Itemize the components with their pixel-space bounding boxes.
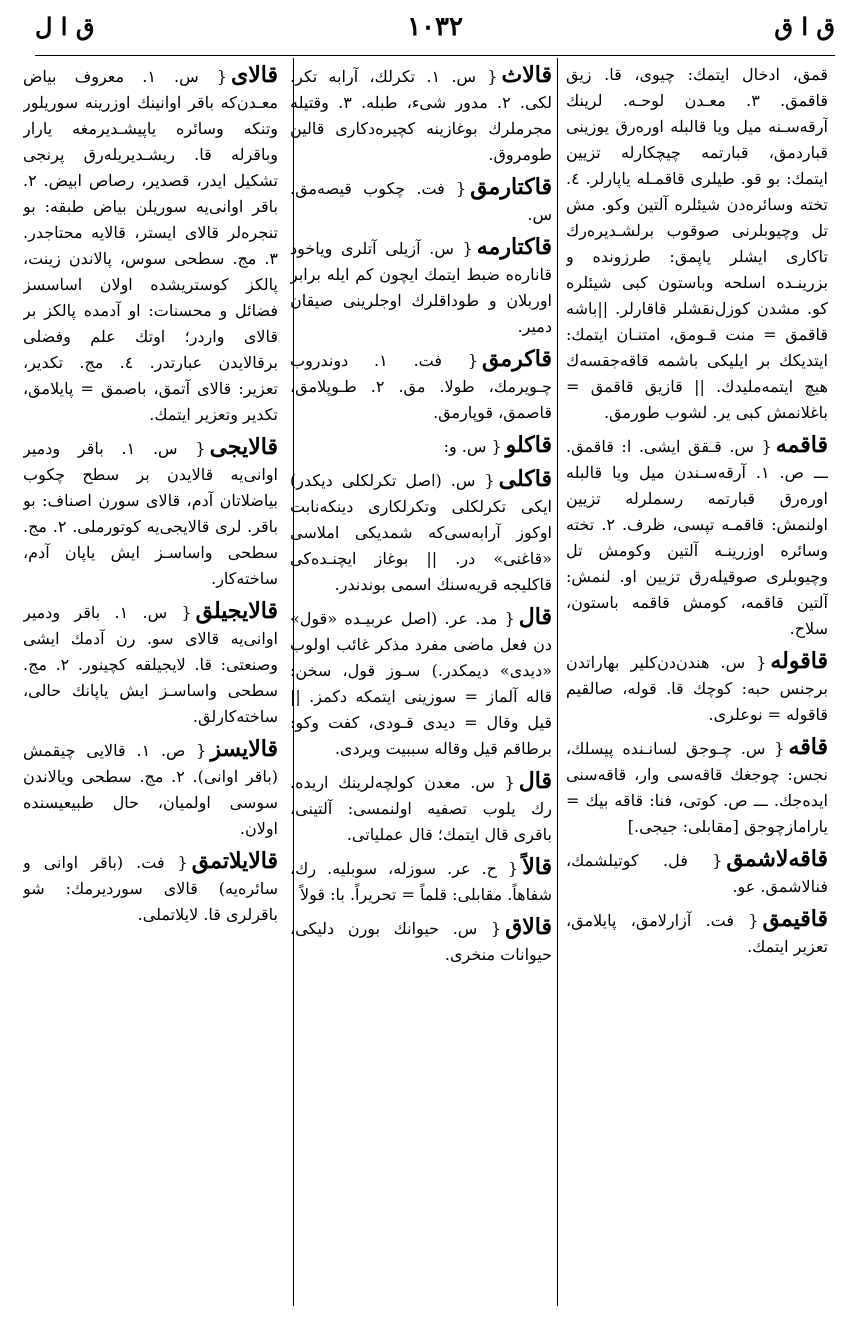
dictionary-entry xyxy=(23,62,278,428)
entry-headword: قال xyxy=(518,604,552,630)
dictionary-entry xyxy=(566,62,828,426)
entry-definition: { س. ١. تکرلك، آرابه تکر. لکی. ٢. مدور شیء، طبله. ٣. وقتیله مجرملرك بوغازینه کچیره‌دکاری قالین طومروق. xyxy=(290,67,552,164)
entry-headword: قالاً xyxy=(522,854,552,880)
entry-definition: { س. هندن‌دن‌کلیر بهاراتدن برجنس حبه: کوچك قا. قوله، صالقیم قاقوله = نوعلری. xyxy=(566,653,828,724)
entry-definition: { فل. کوتیلشمك، فنالاشمق. عو. xyxy=(566,851,828,896)
dictionary-entry xyxy=(23,434,278,592)
entry-definition: { فت. ١. دوندروب چـویرمك، طولا. مق. ٢. طـوپلامق، قاصمق، قوپارمق. xyxy=(290,351,552,422)
entry-headword: قاقه‌لاشمق xyxy=(726,846,828,872)
dictionary-entry xyxy=(290,432,552,460)
dictionary-entry xyxy=(566,648,828,728)
entry-definition: { س. آزیلی آتلری ویاخود قاناره‌ه ضبط ایتمك ایچون کم ایله برابر اوربلان و طوداقلرك اوجلرینی صیقان دمیر. xyxy=(290,239,552,336)
dictionary-entry xyxy=(566,906,828,960)
entry-headword: قالایجیلق xyxy=(195,598,278,624)
entry-headword: قالای xyxy=(231,62,278,88)
header-left-letters: ق ا ل xyxy=(35,12,95,41)
entry-headword: قاکتارمق xyxy=(470,174,552,200)
header-right-letters: ق ا ق xyxy=(774,12,835,41)
column-divider-1 xyxy=(557,58,558,1306)
header-rule xyxy=(35,55,835,56)
entry-definition: { س. و: xyxy=(443,437,502,456)
entry-headword: قالایسز xyxy=(210,736,278,762)
entry-definition: { مد. عر. (اصل عربیـده «قول» دن فعل ماضی مفرد مذکر غائب اولوب «دیدی» دیمکدر.) سـوز قول، سخن: قاله آلماز = سوزینی ایتمکه دکمز. || قیل وقال = دیدی قـودی، کفت وکو: برطاقم قیل وقاله سببیت ویردی. xyxy=(290,609,552,758)
dictionary-entry xyxy=(290,346,552,426)
column-3 xyxy=(23,62,278,1311)
dictionary-entry xyxy=(290,914,552,968)
dictionary-entry xyxy=(290,174,552,228)
entry-definition: { س. چـوجق لسانـنده پیسلك، نجس: چوجغك قاقه‌سی وار، قاقه‌سنی ایده‌جك. ـــ ص. کوتی، فنا: قاقه بیك = یارامازچوجق [مقابلی: جیجی.] xyxy=(566,739,828,836)
dictionary-entry xyxy=(290,854,552,908)
entry-headword: قاکلی xyxy=(498,466,552,492)
dictionary-entry xyxy=(290,234,552,340)
column-1 xyxy=(566,62,828,1311)
dictionary-entry xyxy=(566,432,828,642)
entry-definition: { س. ١. معروف بیاض معـدن‌که باقر اوانینك اوزرینه سوریلور وتنکه وسائره یاپیشـدیرمغه یارار وباقرله قا. ریشـدیریله‌رق پرنجی تشکیل ایدر، قصدیر، رصاص ابیض. ٢. باقر اوانی‌یه سوریلن بیاض طبقه: بو تنجره‌لر قالای ایستر، قالایه محتاجدر. ٣. مج. سطحی سوس، پالاندن زینت، پالکز کوستریشده اولان اساسسز فضائل و محسنات: او آدمده پالکز بر قالای واردر؛ اوتك علم وفضلی برقالایدن عبارتدر. ٤. مج. تکدیر، تعزیر: قالای آتمق، باصمق = پایلامق، تکدیر وتعزیر ایتمك. xyxy=(23,67,278,424)
entry-headword: قاکتارمه xyxy=(476,234,552,260)
entry-headword: قاقمه xyxy=(775,432,828,458)
entry-definition: { فت. (باقر اوانی و سائره‌یه) قالای سوردیرمك: شو باقرلری قا. لایلاتملی. xyxy=(23,853,278,924)
dictionary-entry xyxy=(23,736,278,842)
entry-definition: { ح. عر. سوزله، سوبلیه. رك، شفاهاً. مقابلی: قلماً = تحریراً. با: قولاً xyxy=(290,859,552,904)
entry-definition: { س. قـقق ایشی. ا: قاقمق. ـــ ص. ١. آرقه‌سـندن میل ویا قالبله اوره‌رق قبارتمه رسملرله تزیین اولنمش: قاقمـه تپسی، ظرف. ٢. تخته وسائره اوزرینـه آلتین وکومش تل وچیوبلری صوقیله‌رق تزیین او. لنمش: آلتین قاقمه، کومش قاقمه باستون، سلاح. xyxy=(566,437,828,638)
entry-definition: { س. ١. باقر ودمیر اوانی‌یه قالایدن بر سطح چکوب بیاضلاتان آدم، قالای سورن اصناف: بو باقر. لری قالایجی‌یه کوتورملی. ٢. مج. سطحی واساسـز ایش یاپان آدم، ساخته‌کار. xyxy=(23,439,278,588)
entry-definition: قمق، ادخال ایتمك: چیوی، قا. زیق قاقمق. ٣. معـدن لوحـه. لرینك آرقه‌سـنه میل ویا قالبله اوره‌رق یوزینی قباردمق، قبارتمه چیچکارله تزیین ایتمك: بو قو. طیلری قاقمـله یاپارلر. ٤. تخته وسائره‌دن شیئلره آلتین وکو. مش تل وچیوبلرنی صوقوب برلشـدیره‌رك تاکاری ایشلر یاپمق: طرزونده و بزرینـده اسلحه وباستون کبی شیئلره کو. مشدن کوزل‌نقشلر قاقارلر. ||باشه قاقمق = منت قـومق، امتنـان ایتمك: ایتدیکك بر ایلیکی باشمه قاقه‌جقسه‌ك هیچ ایتمه‌ملیدك. || قازیق قاقمق = باغلانمش کبی یر. لشوب طورمق. xyxy=(566,65,828,422)
entry-headword: قال xyxy=(518,768,552,794)
dictionary-entry xyxy=(290,768,552,848)
entry-headword: قاقه xyxy=(788,734,828,760)
column-2 xyxy=(290,62,552,1311)
dictionary-entry xyxy=(566,734,828,840)
entry-definition: { فت. آزارلامق، پایلامق، تعزیر ایتمك. xyxy=(566,911,828,956)
dictionary-entry xyxy=(290,62,552,168)
entry-headword: قالایجی xyxy=(209,434,278,460)
entry-headword: قالاث xyxy=(501,62,552,88)
entry-definition: { س. معدن کولچه‌لرینك اریده. رك یلوب تصفیه اولنمسی: آلتینی، باقری قال ایتمك؛ قال عملیاتی. xyxy=(290,773,552,844)
dictionary-entry xyxy=(290,604,552,762)
dictionary-entry xyxy=(290,466,552,598)
dictionary-entry xyxy=(23,598,278,730)
entry-definition: { س. حیوانك بورن دلیکی، حیوانات منخری. xyxy=(290,919,552,964)
entry-headword: قاقوله xyxy=(770,648,828,674)
entry-headword: قاکرمق xyxy=(482,346,552,372)
page-number: ١٠٣٢ xyxy=(407,12,463,42)
entry-headword: قالایلاتمق xyxy=(191,848,278,874)
entry-headword: قاقیمق xyxy=(762,906,828,932)
entry-definition: { ص. ١. قالایی چیقمش (باقر اوانی). ٢. مج. سطحی ویالاندن سوسی اولمیان، حال طبیعیسنده اولان. xyxy=(23,741,278,838)
entry-headword: قاکلو xyxy=(505,432,552,458)
dictionary-entry xyxy=(23,848,278,928)
entry-definition: { س. (اصل تکرلکلی دیکدر) ایکی تکرلکلی وتکرلکاری دینکه‌نابت اوکوز آرابه‌سی‌که شمدیکی املاسی «قاغنی» در. || بوغاز ایچنـده‌کی قاکلیجه قریه‌سنك اسمی بوندندر. xyxy=(290,471,552,594)
dictionary-entry xyxy=(566,846,828,900)
page-header xyxy=(35,12,835,52)
entry-definition: { س. ١. باقر ودمیر اوانی‌یه قالای سو. رن آدمك ایشی وصنعتی: قا. لایجیلقه کچینور. ٢. مج. سطحی واساسـز ایش یاپانك حالی، ساخته‌کارلق. xyxy=(23,603,278,726)
entry-headword: قالاق xyxy=(505,914,552,940)
entry-definition: { فت. چکوب قیصه‌مق. س. xyxy=(290,179,552,224)
